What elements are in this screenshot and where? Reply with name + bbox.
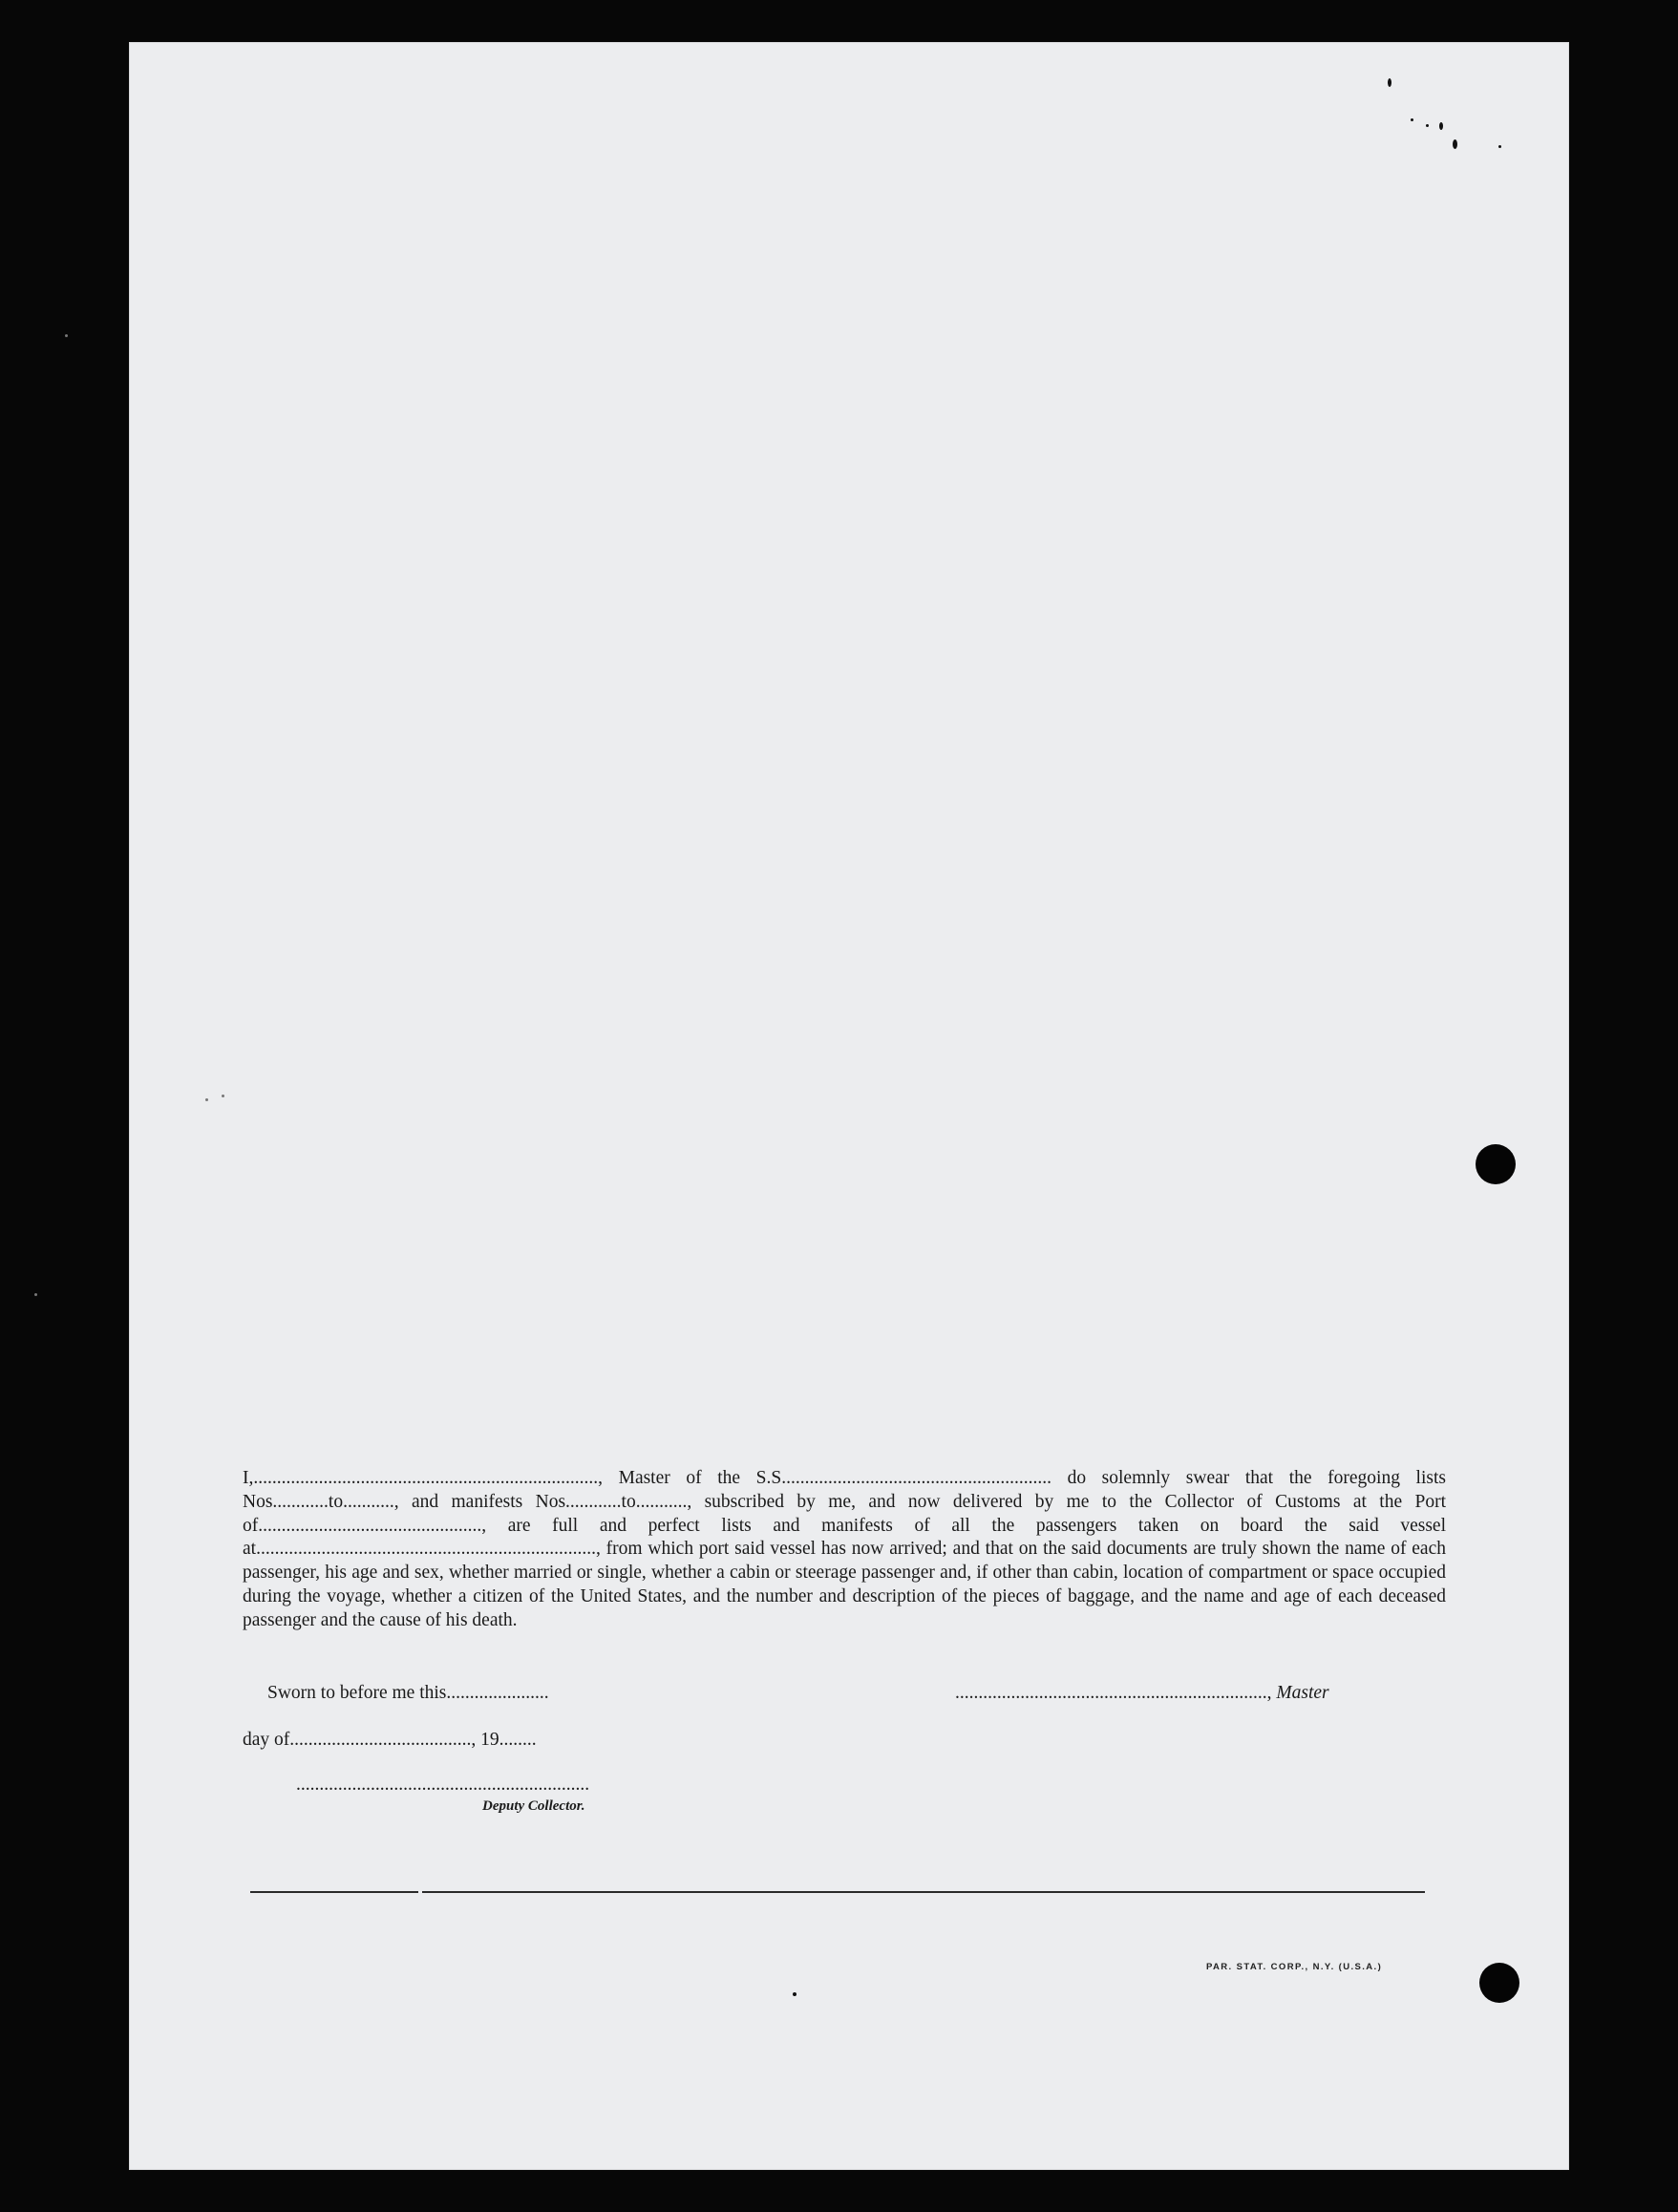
background-speck — [205, 1098, 208, 1101]
master-oath-paragraph: I,.........................................................................., Master of the S.S.......................................................... do solemnly swear that the foregoing lists Nos............to..........., and manifests Nos............to..........., subscribed by me, and now delivered by me to the Collector of Customs at the Port of................................................, are full and perfect lists and manifests of all the passengers taken on board the said vessel at........................................................................., from which port said vessel has now arrived; and that on the said documents are truly shown the name of each passenger, his age and sex, whether married or single, whether a cabin or steerage passenger and, if other than cabin, location of compartment or space occupied during the voyage, whether a citizen of the United States, and the number and description of the pieces of baggage, and the name and age of each deceased passenger and the cause of his death. — [243, 1468, 1446, 1630]
background-speck — [222, 1095, 224, 1097]
master-signature-dots: ..................................................................., — [955, 1683, 1277, 1703]
ink-speck — [793, 1992, 797, 1996]
bottom-rule-long — [422, 1891, 1425, 1893]
ink-speck — [1498, 145, 1501, 148]
master-label: Master — [1276, 1683, 1329, 1703]
punch-hole-upper — [1476, 1144, 1516, 1184]
form-page — [129, 42, 1569, 2170]
ink-speck — [1453, 139, 1457, 149]
printer-imprint: PAR. STAT. CORP., N.Y. (U.S.A.) — [1206, 1962, 1383, 1972]
background-speck — [34, 1293, 37, 1296]
ink-speck — [1439, 122, 1443, 130]
master-signature-line[interactable] — [955, 1683, 1329, 1704]
punch-hole-lower — [1479, 1963, 1519, 2003]
sworn-before-text: Sworn to before me this...................... — [267, 1683, 549, 1703]
day-of-text: day of......................................., 19........ — [243, 1730, 537, 1750]
ink-speck — [1388, 78, 1391, 87]
deputy-collector-label: Deputy Collector. — [482, 1798, 585, 1814]
background-speck — [65, 334, 68, 337]
ink-speck — [1411, 118, 1413, 121]
ink-speck — [1426, 124, 1429, 127]
deputy-collector-signature-line[interactable]: ............................................................... — [296, 1775, 590, 1795]
bottom-rule-short — [250, 1891, 418, 1893]
